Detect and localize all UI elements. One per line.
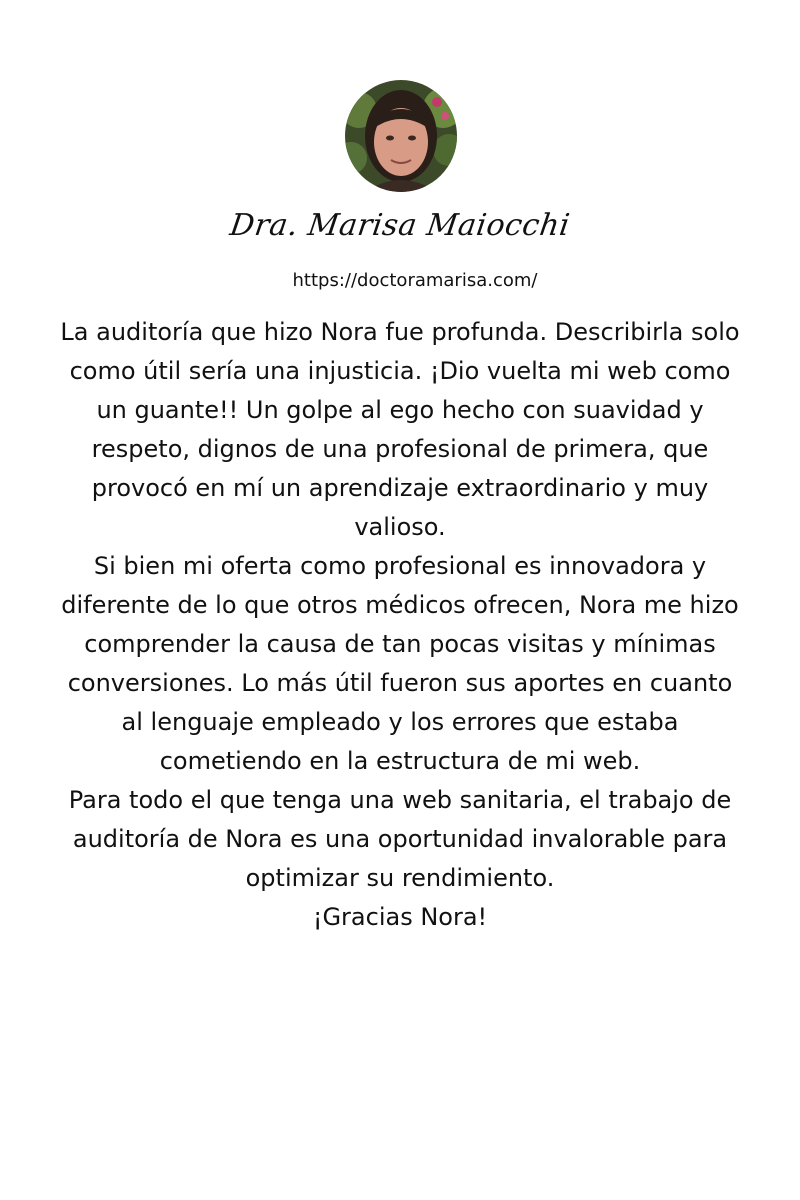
author-website-link[interactable]: https://doctoramarisa.com/: [292, 270, 538, 291]
testimonial-text: [60, 313, 740, 937]
avatar-photo-icon: [345, 80, 457, 192]
author-name: Dra. Marisa Maiocchi: [227, 208, 573, 243]
testimonial-paragraph-3: Para todo el que tenga una web sanitaria, el trabajo de auditoría de Nora es una oportunidad invalorable para optimizar su rendimiento.: [68, 786, 732, 892]
avatar: [345, 80, 457, 192]
testimonial-paragraph-1: La auditoría que hizo Nora fue profunda. Describirla solo como útil sería una injusticia. ¡Dio vuelta mi web como un guante!! Un golpe al ego hecho con suavidad y respeto, dignos de una profesional de primera, que provocó en mí un aprendizaje extraordinario y muy valioso.: [60, 318, 740, 541]
testimonial-paragraph-4: ¡Gracias Nora!: [312, 903, 488, 931]
testimonial-paragraph-2: Si bien mi oferta como profesional es innovadora y diferente de lo que otros médicos ofrecen, Nora me hizo comprender la causa de tan pocas visitas y mínimas conversiones. Lo más útil fueron sus aportes en cuanto al lenguaje empleado y los errores que estaba cometiendo en la estructura de mi web.: [61, 552, 739, 775]
